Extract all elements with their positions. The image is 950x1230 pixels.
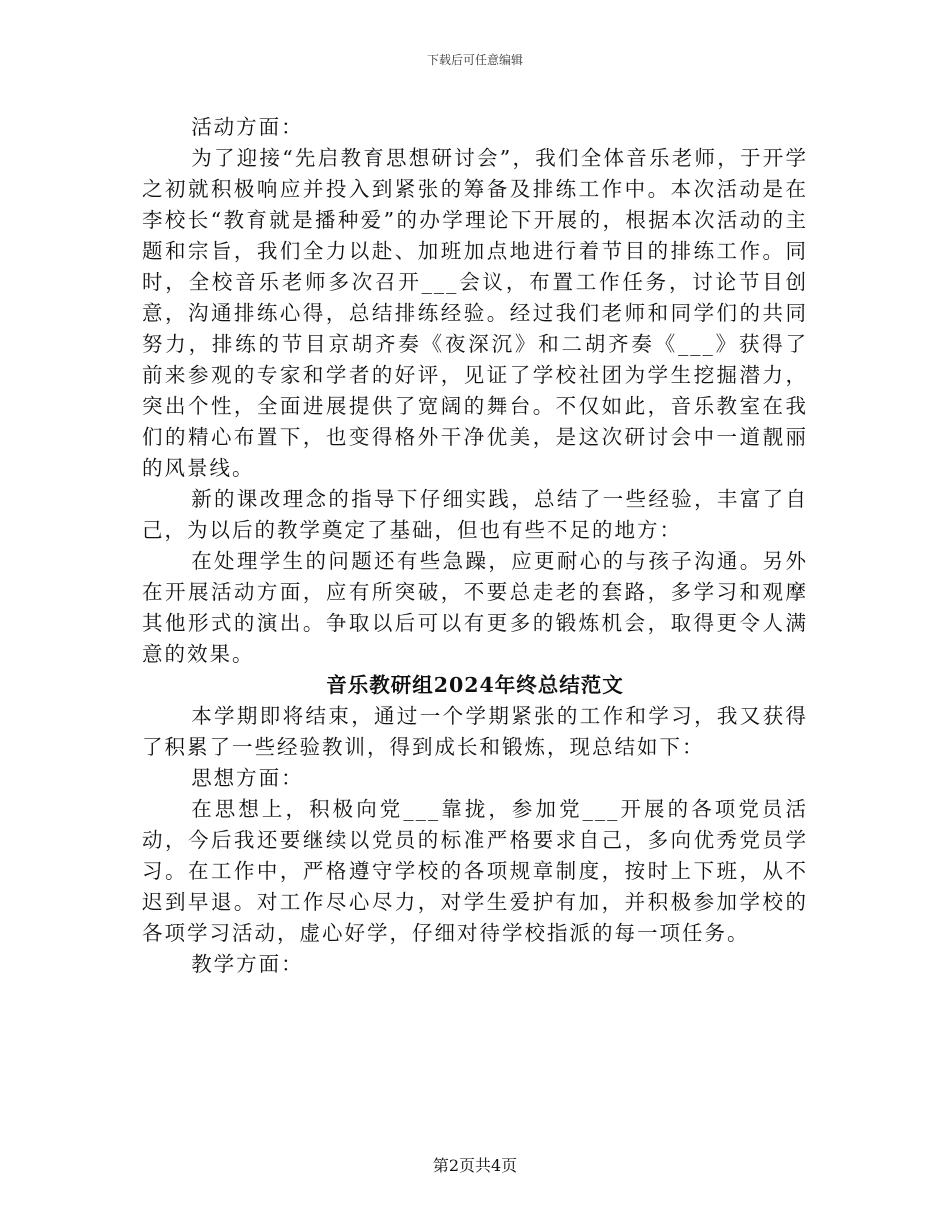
- paragraph-activities: 为了迎接“先启教育思想研讨会”，我们全体音乐老师，于开学之初就积极响应并投入到紧张的筹备及排练工作中。本次活动是在李校长“教育就是播种爱”的办学理论下开展的，根据本次活动的主题和宗旨，我们全力以赴、加班加点地进行着节目的排练工作。同时，全校音乐老师多次召开___会议，布置工作任务，讨论节目创意，沟通排练心得，总结排练经验。经过我们老师和同学们的共同努力，排练的节目京胡齐奏《夜深沉》和二胡齐奏《___》获得了前来参观的专家和学者的好评，见证了学校社团为学生挖掘潜力，突出个性，全面进展提供了宽阔的舞台。不仅如此，音乐教室在我们的精心布置下，也变得格外干净优美，是这次研讨会中一道靓丽的风景线。: [142, 146, 808, 480]
- paragraph-thought: 在思想上，积极向党___靠拢，参加党___开展的各项党员活动，今后我还要继续以党员的标准严格要求自己，多向优秀党员学习。在工作中，严格遵守学校的各项规章制度，按时上下班，从不迟到早退。对工作尽心尽力，对学生爱护有加，并积极参加学校的各项学习活动，虚心好学，仔细对待学校指派的每一项任务。: [142, 797, 808, 945]
- document-title: 音乐教研组2024年终总结范文: [326, 673, 624, 697]
- paragraph-intro: 本学期即将结束，通过一个学期紧张的工作和学习，我又获得了积累了一些经验教训，得到成长和锻炼，现总结如下：: [142, 704, 808, 759]
- paragraph-shortcomings: 在处理学生的问题还有些急躁，应更耐心的与孩子沟通。另外在开展活动方面，应有所突破，不要总走老的套路，多学习和观摩其他形式的演出。争取以后可以有更多的锻炼机会，取得更令人满意的效果。: [142, 549, 808, 666]
- page-number: 第2页共4页: [432, 1156, 518, 1175]
- paragraph-experience: 新的课改理念的指导下仔细实践，总结了一些经验，丰富了自己，为以后的教学奠定了基础，但也有些不足的地方：: [142, 487, 808, 542]
- document-body: [142, 112, 808, 980]
- page-header-note: 下载后可任意编辑: [426, 53, 523, 67]
- section-label-teaching: 教学方面：: [191, 952, 304, 976]
- section-label-activities: 活动方面：: [191, 115, 304, 139]
- section-label-thought: 思想方面：: [191, 766, 304, 790]
